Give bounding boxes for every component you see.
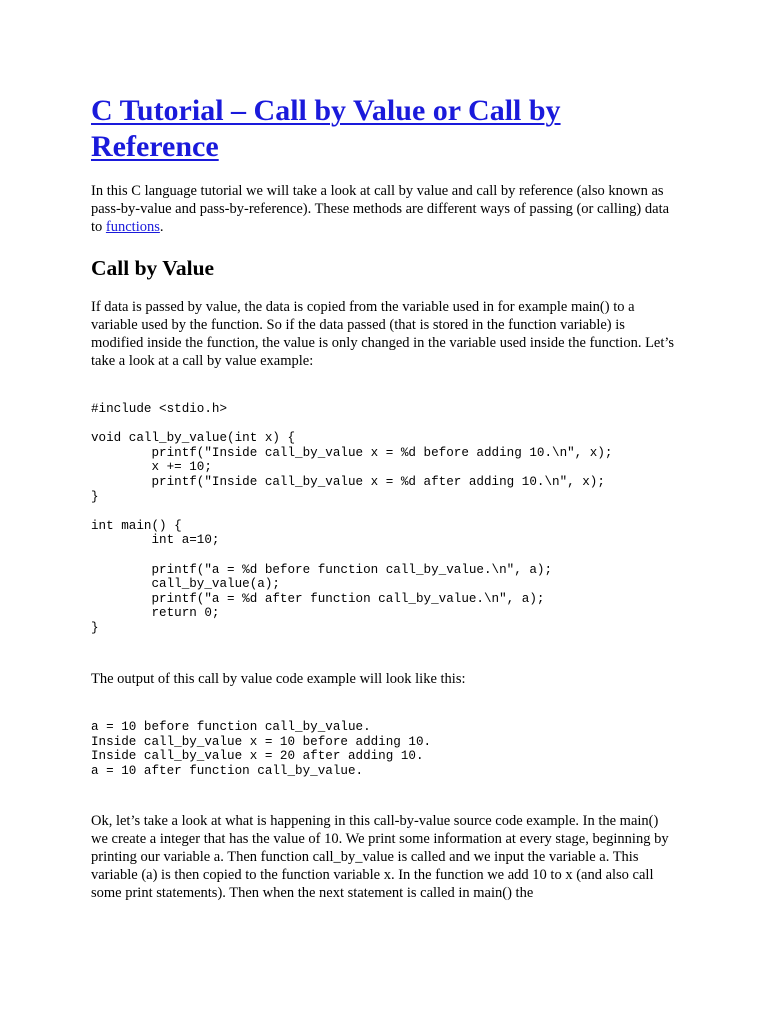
explanation-paragraph: Ok, let’s take a look at what is happening in this call-by-value source code example. In the main() we create a integer that has the value of 10. We print some information at every stage, beginning by printing our variable a. Then function call_by_value is called and we input the variable a. This variable (a) is then copied to the function variable x. In the function we add 10 to x (and also call some print statements). Then when the next statement is called in main() the: [91, 813, 669, 901]
call-by-value-paragraph: If data is passed by value, the data is copied from the variable used in for example main() to a variable used by the function. So if the data passed (that is stored in the function variable) is modified inside the function, the value is only changed in the variable used inside the function. Let’s take a look at a call by value example:: [91, 299, 675, 369]
code-example: #include <stdio.h> void call_by_value(int x) { printf("Inside call_by_value x = %d before adding 10.\n", x); x += 10; printf("Inside call_by_value x = %d after adding 10.\n", x); } int main() { int a=10; printf("a = %d before function call_by_value.\n", a); call_by_value(a); printf("a = %d after function call_by_value.\n", a); return 0; }: [91, 402, 613, 635]
output-intro-paragraph: The output of this call by value code example will look like this:: [91, 671, 466, 687]
intro-text: In this C language tutorial we will take a look at call by value and call by reference (also known as pass-by-value and pass-by-reference). These methods are different ways of passing (or calling) data to: [91, 183, 670, 235]
page-title: [91, 93, 681, 165]
functions-link[interactable]: functions: [105, 219, 160, 235]
page-title-link[interactable]: C Tutorial – Call by Value or Call by Reference: [91, 94, 561, 163]
section-heading: Call by Value: [91, 256, 215, 280]
intro-paragraph: [91, 182, 676, 236]
program-output: a = 10 before function call_by_value. Inside call_by_value x = 10 before adding 10. Inside call_by_value x = 20 after adding 10. a = 10 after function call_by_value.: [91, 720, 432, 778]
intro-text-end: .: [159, 219, 164, 235]
